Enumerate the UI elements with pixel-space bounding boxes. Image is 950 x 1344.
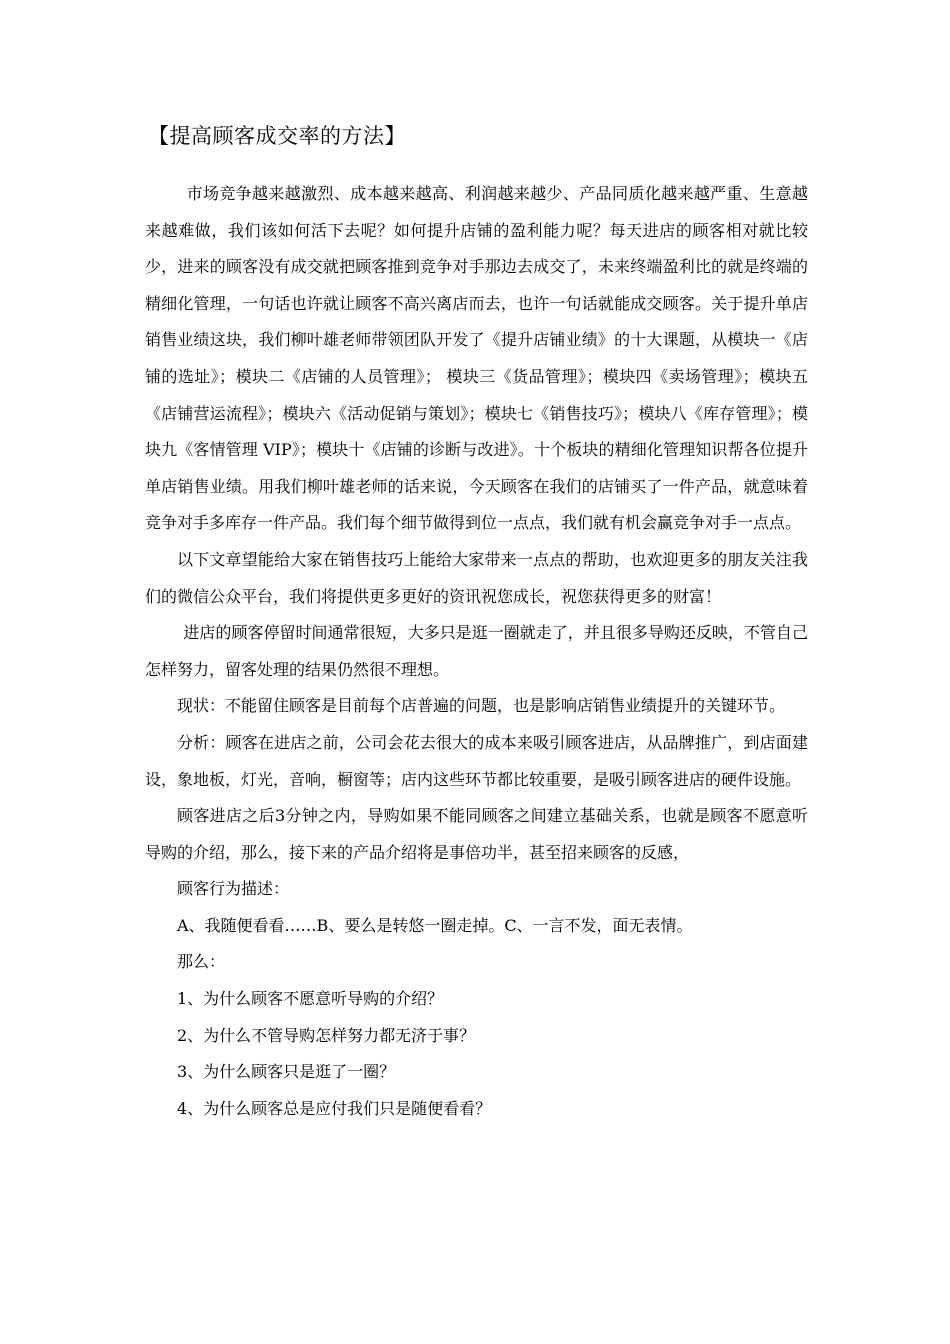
- paragraph-intro: 市场竞争越来越激烈、成本越来越高、利润越来越少、产品同质化越来越严重、生意越来越难做，我们该如何活下去呢？如何提升店铺的盈利能力呢？每天进店的顾客相对就比较少，进来的顾客没有成交就把顾客推到竞争对手那边去成交了，未来终端盈利比的就是终端的精细化管理，一句话也许就让顾客不高兴离店而去，也许一句话就能成交顾客。关于提升单店销售业绩这块，我们柳叶雄老师带领团队开发了《提升店铺业绩》的十大课题，从模块一《店铺的选址》；模块二《店铺的人员管理》； 模块三《货品管理》；模块四《卖场管理》；模块五《店铺营运流程》；模块六《活动促销与策划》；模块七《销售技巧》；模块八《库存管理》；模块九《客情管理 VIP》；模块十《店铺的诊断与改进》。十个板块的精细化管理知识帮各位提升单店销售业绩。用我们柳叶雄老师的话来说，今天顾客在我们的店铺买了一件产品，就意味着竞争对手多库存一件产品。我们每个细节做得到位一点点，我们就有机会赢竞争对手一点点。: [145, 184, 808, 533]
- paragraph-then: 那么：: [177, 952, 226, 972]
- question-item-3: 3、为什么顾客只是逛了一圈？: [177, 1062, 396, 1082]
- paragraph-three-minutes: 顾客进店之后3分钟之内，导购如果不能同顾客之间建立基础关系，也就是顾客不愿意听导购的介绍，那么，接下来的产品介绍将是事倍功半，甚至招来顾客的反感，: [145, 806, 808, 862]
- question-item-1: 1、为什么顾客不愿意听导购的介绍？: [177, 989, 444, 1009]
- question-item-4: 4、为什么顾客总是应付我们只是随便看看？: [177, 1098, 492, 1118]
- paragraph-problem: 进店的顾客停留时间通常很短，大多只是逛一圈就走了，并且很多导购还反映，不管自己怎样努力，留客处理的结果仍然很不理想。: [145, 623, 808, 679]
- paragraph-behavior-heading: 顾客行为描述：: [177, 879, 290, 899]
- paragraph-status: 现状：不能留住顾客是目前每个店普遍的问题，也是影响店销售业绩提升的关键环节。: [177, 696, 786, 716]
- paragraph-analysis: 分析：顾客在进店之前，公司会花去很大的成本来吸引顾客进店，从品牌推广，到店面建设，象地板，灯光，音响，橱窗等；店内这些环节都比较重要，是吸引顾客进店的硬件设施。: [145, 732, 808, 789]
- paragraph-follow-notice: 以下文章望能给大家在销售技巧上能给大家带来一点点的帮助，也欢迎更多的朋友关注我们的微信公众平台，我们将提供更多更好的资讯祝您成长，祝您获得更多的财富！: [145, 549, 808, 606]
- paragraph-behavior-list: A、我随便看看……B、要么是转悠一圈走掉。C、一言不发，面无表情。: [177, 915, 693, 935]
- document-title: 【提高顾客成交率的方法】: [148, 124, 406, 148]
- document-body: [145, 176, 808, 1127]
- question-item-2: 2、为什么不管导购怎样努力都无济于事？: [177, 1025, 476, 1045]
